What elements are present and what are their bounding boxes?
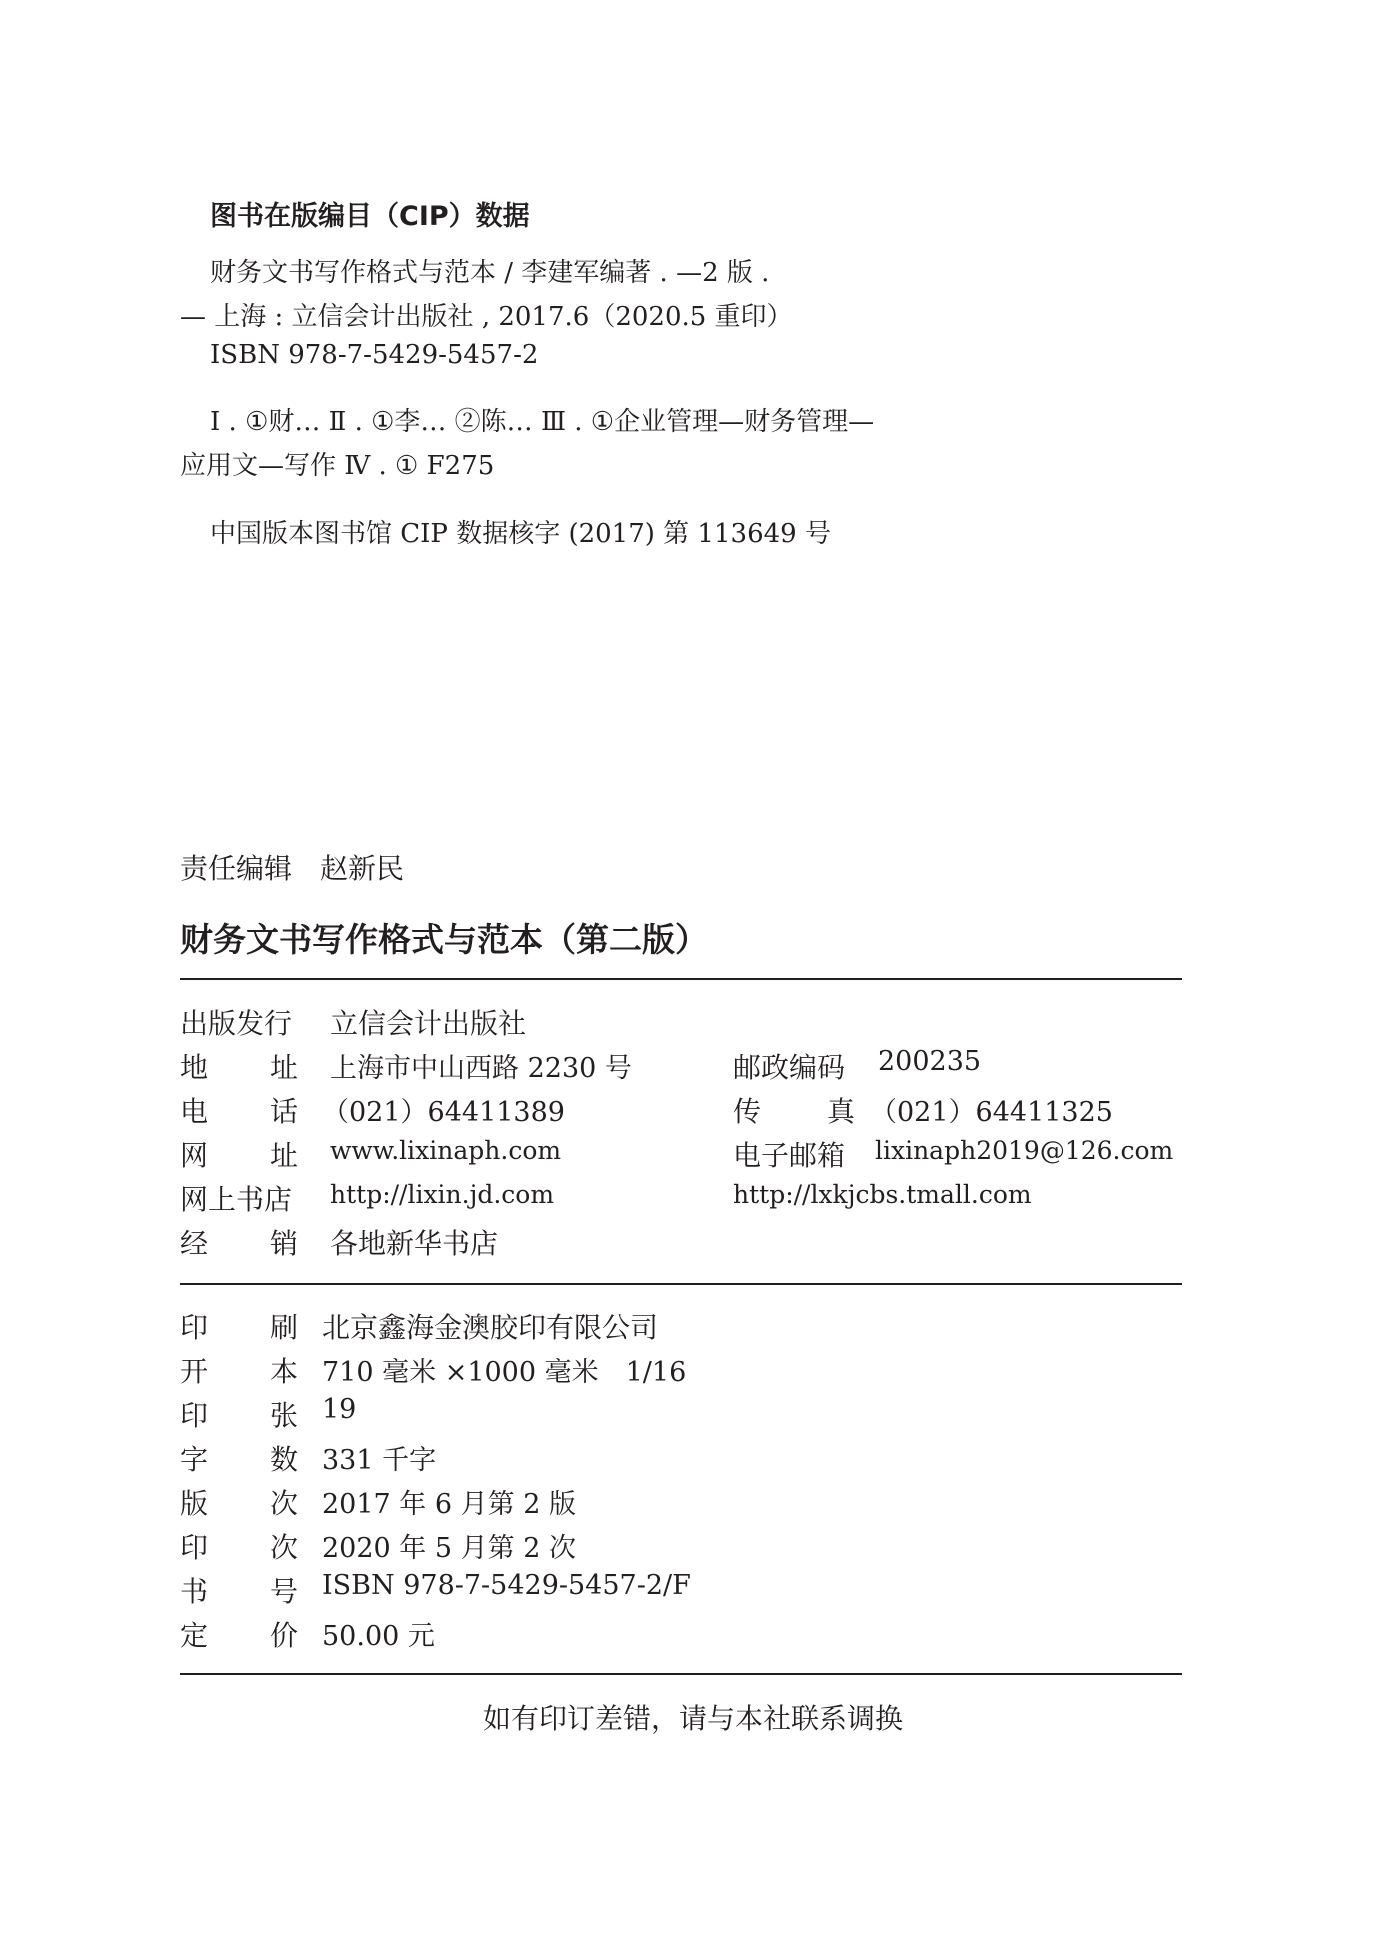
cip-line-3: ISBN 978-7-5429-5457-2: [210, 340, 539, 370]
phone-value: （021）64411389: [322, 1097, 565, 1128]
edition-value: 2017 年 6 月第 2 版: [322, 1489, 576, 1520]
wordcount-label-char-1: 字: [180, 1443, 209, 1476]
price-value: 50.00 元: [322, 1621, 435, 1652]
format-label: [180, 1350, 298, 1390]
cip-line-4: Ⅰ . ①财… Ⅱ . ①李… ②陈… Ⅲ . ①企业管理—财务管理—: [210, 407, 875, 437]
website-label-char-2: 址: [269, 1139, 298, 1172]
website-label: [180, 1134, 298, 1174]
fax-label-char-1: 传: [733, 1095, 762, 1128]
address-value: 上海市中山西路 2230 号: [330, 1053, 632, 1084]
price-label: [180, 1614, 298, 1654]
divider-middle: [180, 1283, 1182, 1285]
fax-label: [733, 1090, 855, 1130]
sheets-label-char-1: 印: [180, 1399, 209, 1432]
impression-label-char-1: 印: [180, 1531, 209, 1564]
edition-label-char-2: 次: [269, 1487, 298, 1520]
email-label: 电子邮箱: [733, 1139, 846, 1172]
cip-line-2: — 上海 : 立信会计出版社 , 2017.6（2020.5 重印）: [180, 302, 793, 332]
sheets-label-char-2: 张: [269, 1399, 298, 1432]
editor-label: 责任编辑: [180, 852, 293, 885]
fax-label-char-2: 真: [826, 1095, 855, 1128]
sheets-value: 19: [322, 1394, 357, 1425]
edition-label: [180, 1482, 298, 1522]
distribution-value: 各地新华书店: [330, 1227, 499, 1260]
email-link[interactable]: lixinaph2019@126.com: [875, 1136, 1174, 1165]
postcode-value: 200235: [878, 1046, 982, 1077]
impression-label-char-2: 次: [269, 1531, 298, 1564]
address-label: [180, 1046, 298, 1086]
book-number-label: [180, 1570, 298, 1610]
sheets-label: [180, 1394, 298, 1434]
phone-label-char-2: 话: [269, 1095, 298, 1128]
format-label-char-2: 本: [269, 1355, 298, 1388]
divider-bottom: [180, 1673, 1182, 1675]
impression-value: 2020 年 5 月第 2 次: [322, 1533, 576, 1564]
impression-label: [180, 1526, 298, 1566]
address-label-char-2: 址: [269, 1051, 298, 1084]
printer-label: [180, 1306, 298, 1346]
format-value: 710 毫米 ×1000 毫米 1/16: [322, 1357, 687, 1388]
fax-value: （021）64411325: [870, 1097, 1113, 1128]
price-label-char-2: 价: [269, 1619, 298, 1652]
distribution-label-char-1: 经: [180, 1227, 209, 1260]
book-title: 财务文书写作格式与范本（第二版）: [180, 920, 708, 959]
printer-value: 北京鑫海金澳胶印有限公司: [322, 1311, 659, 1344]
cip-line-6: 中国版本图书馆 CIP 数据核字 (2017) 第 113649 号: [210, 519, 831, 549]
online-store-label: 网上书店: [180, 1183, 293, 1216]
book-number-label-char-1: 书: [180, 1575, 209, 1608]
printer-label-char-2: 刷: [269, 1311, 298, 1344]
address-label-char-1: 地: [180, 1051, 209, 1084]
cip-line-5: 应用文—写作 Ⅳ . ① F275: [180, 451, 495, 481]
website-label-char-1: 网: [180, 1139, 209, 1172]
edition-label-char-1: 版: [180, 1487, 209, 1520]
wordcount-label: [180, 1438, 298, 1478]
divider-top: [180, 978, 1182, 980]
cip-heading: 图书在版编目（CIP）数据: [210, 201, 530, 232]
book-number-value: ISBN 978-7-5429-5457-2/F: [322, 1570, 691, 1601]
distribution-label-char-2: 销: [269, 1227, 298, 1260]
postcode-label: 邮政编码: [733, 1051, 846, 1084]
distribution-label: [180, 1222, 298, 1262]
cip-line-1: 财务文书写作格式与范本 / 李建军编著 . —2 版 .: [210, 258, 770, 288]
phone-label-char-1: 电: [180, 1095, 209, 1128]
jd-store-link[interactable]: http://lixin.jd.com: [330, 1180, 555, 1209]
editor-name: 赵新民: [320, 852, 405, 885]
website-link[interactable]: www.lixinaph.com: [330, 1136, 562, 1165]
publisher-value: 立信会计出版社: [330, 1007, 527, 1040]
phone-label: [180, 1090, 298, 1130]
price-label-char-1: 定: [180, 1619, 209, 1652]
wordcount-value: 331 千字: [322, 1445, 437, 1476]
tmall-store-link[interactable]: http://lxkjcbs.tmall.com: [733, 1180, 1032, 1209]
printer-label-char-1: 印: [180, 1311, 209, 1344]
publisher-label: 出版发行: [180, 1007, 293, 1040]
footer-note: 如有印订差错，请与本社联系调换: [482, 1702, 903, 1735]
wordcount-label-char-2: 数: [269, 1443, 298, 1476]
book-number-label-char-2: 号: [269, 1575, 298, 1608]
format-label-char-1: 开: [180, 1355, 209, 1388]
